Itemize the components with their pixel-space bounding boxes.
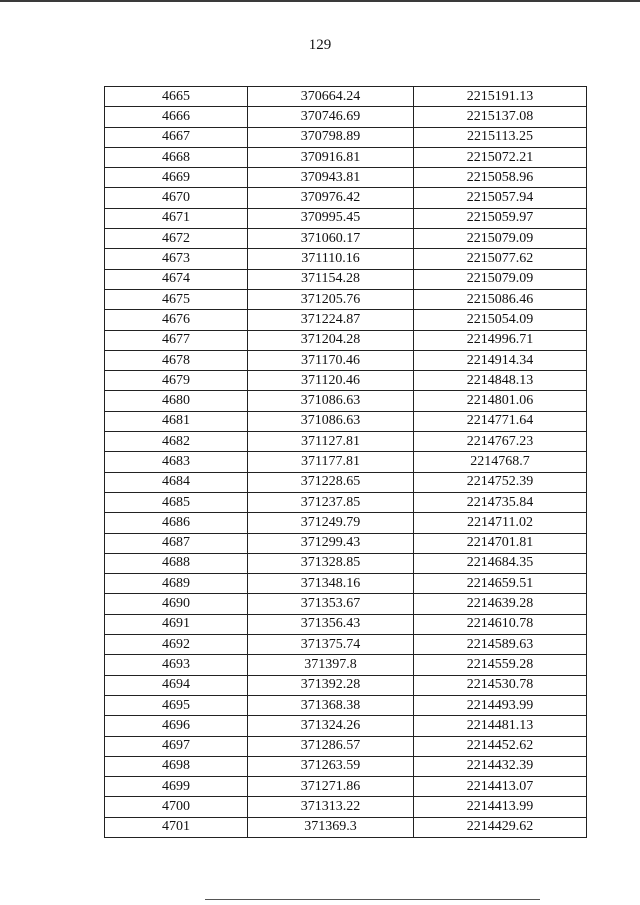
table-row: [105, 168, 587, 188]
table-row: [105, 817, 587, 837]
point-number-cell: 4695: [105, 695, 248, 715]
table-row: [105, 147, 587, 167]
x-coordinate-cell: 371299.43: [248, 533, 414, 553]
x-coordinate-cell: 371392.28: [248, 675, 414, 695]
y-coordinate-cell: 2215113.25: [414, 127, 587, 147]
point-number-cell: 4677: [105, 330, 248, 350]
x-coordinate-cell: 371205.76: [248, 289, 414, 309]
point-number-cell: 4673: [105, 249, 248, 269]
y-coordinate-cell: 2215072.21: [414, 147, 587, 167]
table-row: [105, 391, 587, 411]
table-row: [105, 350, 587, 370]
y-coordinate-cell: 2214711.02: [414, 513, 587, 533]
x-coordinate-cell: 370943.81: [248, 168, 414, 188]
y-coordinate-cell: 2214684.35: [414, 553, 587, 573]
x-coordinate-cell: 370995.45: [248, 208, 414, 228]
y-coordinate-cell: 2215059.97: [414, 208, 587, 228]
coordinates-table-body: [105, 87, 587, 838]
y-coordinate-cell: 2215086.46: [414, 289, 587, 309]
point-number-cell: 4681: [105, 411, 248, 431]
y-coordinate-cell: 2214639.28: [414, 594, 587, 614]
x-coordinate-cell: 370916.81: [248, 147, 414, 167]
table-row: [105, 533, 587, 553]
table-row: [105, 87, 587, 107]
point-number-cell: 4687: [105, 533, 248, 553]
table-row: [105, 371, 587, 391]
table-row: [105, 249, 587, 269]
bottom-rule: [205, 899, 540, 900]
y-coordinate-cell: 2215077.62: [414, 249, 587, 269]
x-coordinate-cell: 371110.16: [248, 249, 414, 269]
y-coordinate-cell: 2214735.84: [414, 492, 587, 512]
y-coordinate-cell: 2214429.62: [414, 817, 587, 837]
point-number-cell: 4678: [105, 350, 248, 370]
x-coordinate-cell: 370976.42: [248, 188, 414, 208]
point-number-cell: 4689: [105, 574, 248, 594]
y-coordinate-cell: 2214413.07: [414, 777, 587, 797]
x-coordinate-cell: 371263.59: [248, 756, 414, 776]
table-row: [105, 797, 587, 817]
y-coordinate-cell: 2214589.63: [414, 635, 587, 655]
point-number-cell: 4697: [105, 736, 248, 756]
x-coordinate-cell: 371286.57: [248, 736, 414, 756]
point-number-cell: 4675: [105, 289, 248, 309]
x-coordinate-cell: 371368.38: [248, 695, 414, 715]
x-coordinate-cell: 371375.74: [248, 635, 414, 655]
y-coordinate-cell: 2215079.09: [414, 269, 587, 289]
point-number-cell: 4669: [105, 168, 248, 188]
x-coordinate-cell: 370746.69: [248, 107, 414, 127]
point-number-cell: 4672: [105, 229, 248, 249]
x-coordinate-cell: 371127.81: [248, 432, 414, 452]
point-number-cell: 4674: [105, 269, 248, 289]
table-row: [105, 635, 587, 655]
x-coordinate-cell: 371086.63: [248, 391, 414, 411]
point-number-cell: 4694: [105, 675, 248, 695]
y-coordinate-cell: 2215058.96: [414, 168, 587, 188]
x-coordinate-cell: 371204.28: [248, 330, 414, 350]
table-row: [105, 432, 587, 452]
point-number-cell: 4670: [105, 188, 248, 208]
y-coordinate-cell: 2214481.13: [414, 716, 587, 736]
y-coordinate-cell: 2214493.99: [414, 695, 587, 715]
point-number-cell: 4676: [105, 310, 248, 330]
point-number-cell: 4700: [105, 797, 248, 817]
table-row: [105, 107, 587, 127]
x-coordinate-cell: 371086.63: [248, 411, 414, 431]
x-coordinate-cell: 371228.65: [248, 472, 414, 492]
y-coordinate-cell: 2214767.23: [414, 432, 587, 452]
table-row: [105, 614, 587, 634]
point-number-cell: 4667: [105, 127, 248, 147]
point-number-cell: 4690: [105, 594, 248, 614]
table-row: [105, 594, 587, 614]
table-row: [105, 777, 587, 797]
x-coordinate-cell: 371154.28: [248, 269, 414, 289]
table-row: [105, 188, 587, 208]
x-coordinate-cell: 371060.17: [248, 229, 414, 249]
table-row: [105, 513, 587, 533]
table-row: [105, 411, 587, 431]
x-coordinate-cell: 371170.46: [248, 350, 414, 370]
table-row: [105, 310, 587, 330]
point-number-cell: 4684: [105, 472, 248, 492]
table-row: [105, 716, 587, 736]
x-coordinate-cell: 371353.67: [248, 594, 414, 614]
y-coordinate-cell: 2214530.78: [414, 675, 587, 695]
table-row: [105, 675, 587, 695]
x-coordinate-cell: 371369.3: [248, 817, 414, 837]
point-number-cell: 4688: [105, 553, 248, 573]
table-row: [105, 229, 587, 249]
y-coordinate-cell: 2214848.13: [414, 371, 587, 391]
y-coordinate-cell: 2215191.13: [414, 87, 587, 107]
x-coordinate-cell: 371120.46: [248, 371, 414, 391]
x-coordinate-cell: 371177.81: [248, 452, 414, 472]
coordinates-table: [104, 86, 587, 838]
table-row: [105, 492, 587, 512]
page-number: 129: [308, 37, 332, 53]
y-coordinate-cell: 2214768.7: [414, 452, 587, 472]
y-coordinate-cell: 2215054.09: [414, 310, 587, 330]
table-row: [105, 269, 587, 289]
scan-top-edge: [0, 0, 640, 2]
table-row: [105, 208, 587, 228]
x-coordinate-cell: 371271.86: [248, 777, 414, 797]
table-row: [105, 655, 587, 675]
x-coordinate-cell: 371249.79: [248, 513, 414, 533]
y-coordinate-cell: 2214771.64: [414, 411, 587, 431]
y-coordinate-cell: 2214701.81: [414, 533, 587, 553]
x-coordinate-cell: 371313.22: [248, 797, 414, 817]
y-coordinate-cell: 2214452.62: [414, 736, 587, 756]
x-coordinate-cell: 371224.87: [248, 310, 414, 330]
point-number-cell: 4685: [105, 492, 248, 512]
point-number-cell: 4693: [105, 655, 248, 675]
point-number-cell: 4691: [105, 614, 248, 634]
table-row: [105, 574, 587, 594]
y-coordinate-cell: 2215079.09: [414, 229, 587, 249]
y-coordinate-cell: 2214659.51: [414, 574, 587, 594]
point-number-cell: 4698: [105, 756, 248, 776]
x-coordinate-cell: 371324.26: [248, 716, 414, 736]
y-coordinate-cell: 2214559.28: [414, 655, 587, 675]
y-coordinate-cell: 2214996.71: [414, 330, 587, 350]
y-coordinate-cell: 2214432.39: [414, 756, 587, 776]
x-coordinate-cell: 370664.24: [248, 87, 414, 107]
point-number-cell: 4671: [105, 208, 248, 228]
table-row: [105, 127, 587, 147]
x-coordinate-cell: 371237.85: [248, 492, 414, 512]
point-number-cell: 4682: [105, 432, 248, 452]
point-number-cell: 4666: [105, 107, 248, 127]
point-number-cell: 4665: [105, 87, 248, 107]
y-coordinate-cell: 2215137.08: [414, 107, 587, 127]
x-coordinate-cell: 370798.89: [248, 127, 414, 147]
point-number-cell: 4699: [105, 777, 248, 797]
point-number-cell: 4692: [105, 635, 248, 655]
point-number-cell: 4668: [105, 147, 248, 167]
x-coordinate-cell: 371348.16: [248, 574, 414, 594]
point-number-cell: 4686: [105, 513, 248, 533]
table-row: [105, 756, 587, 776]
x-coordinate-cell: 371397.8: [248, 655, 414, 675]
point-number-cell: 4679: [105, 371, 248, 391]
x-coordinate-cell: 371328.85: [248, 553, 414, 573]
y-coordinate-cell: 2214914.34: [414, 350, 587, 370]
table-row: [105, 330, 587, 350]
table-row: [105, 289, 587, 309]
x-coordinate-cell: 371356.43: [248, 614, 414, 634]
y-coordinate-cell: 2214413.99: [414, 797, 587, 817]
table-row: [105, 452, 587, 472]
point-number-cell: 4701: [105, 817, 248, 837]
point-number-cell: 4683: [105, 452, 248, 472]
y-coordinate-cell: 2214752.39: [414, 472, 587, 492]
point-number-cell: 4696: [105, 716, 248, 736]
point-number-cell: 4680: [105, 391, 248, 411]
y-coordinate-cell: 2215057.94: [414, 188, 587, 208]
table-row: [105, 695, 587, 715]
table-row: [105, 553, 587, 573]
y-coordinate-cell: 2214610.78: [414, 614, 587, 634]
table-row: [105, 472, 587, 492]
table-row: [105, 736, 587, 756]
y-coordinate-cell: 2214801.06: [414, 391, 587, 411]
